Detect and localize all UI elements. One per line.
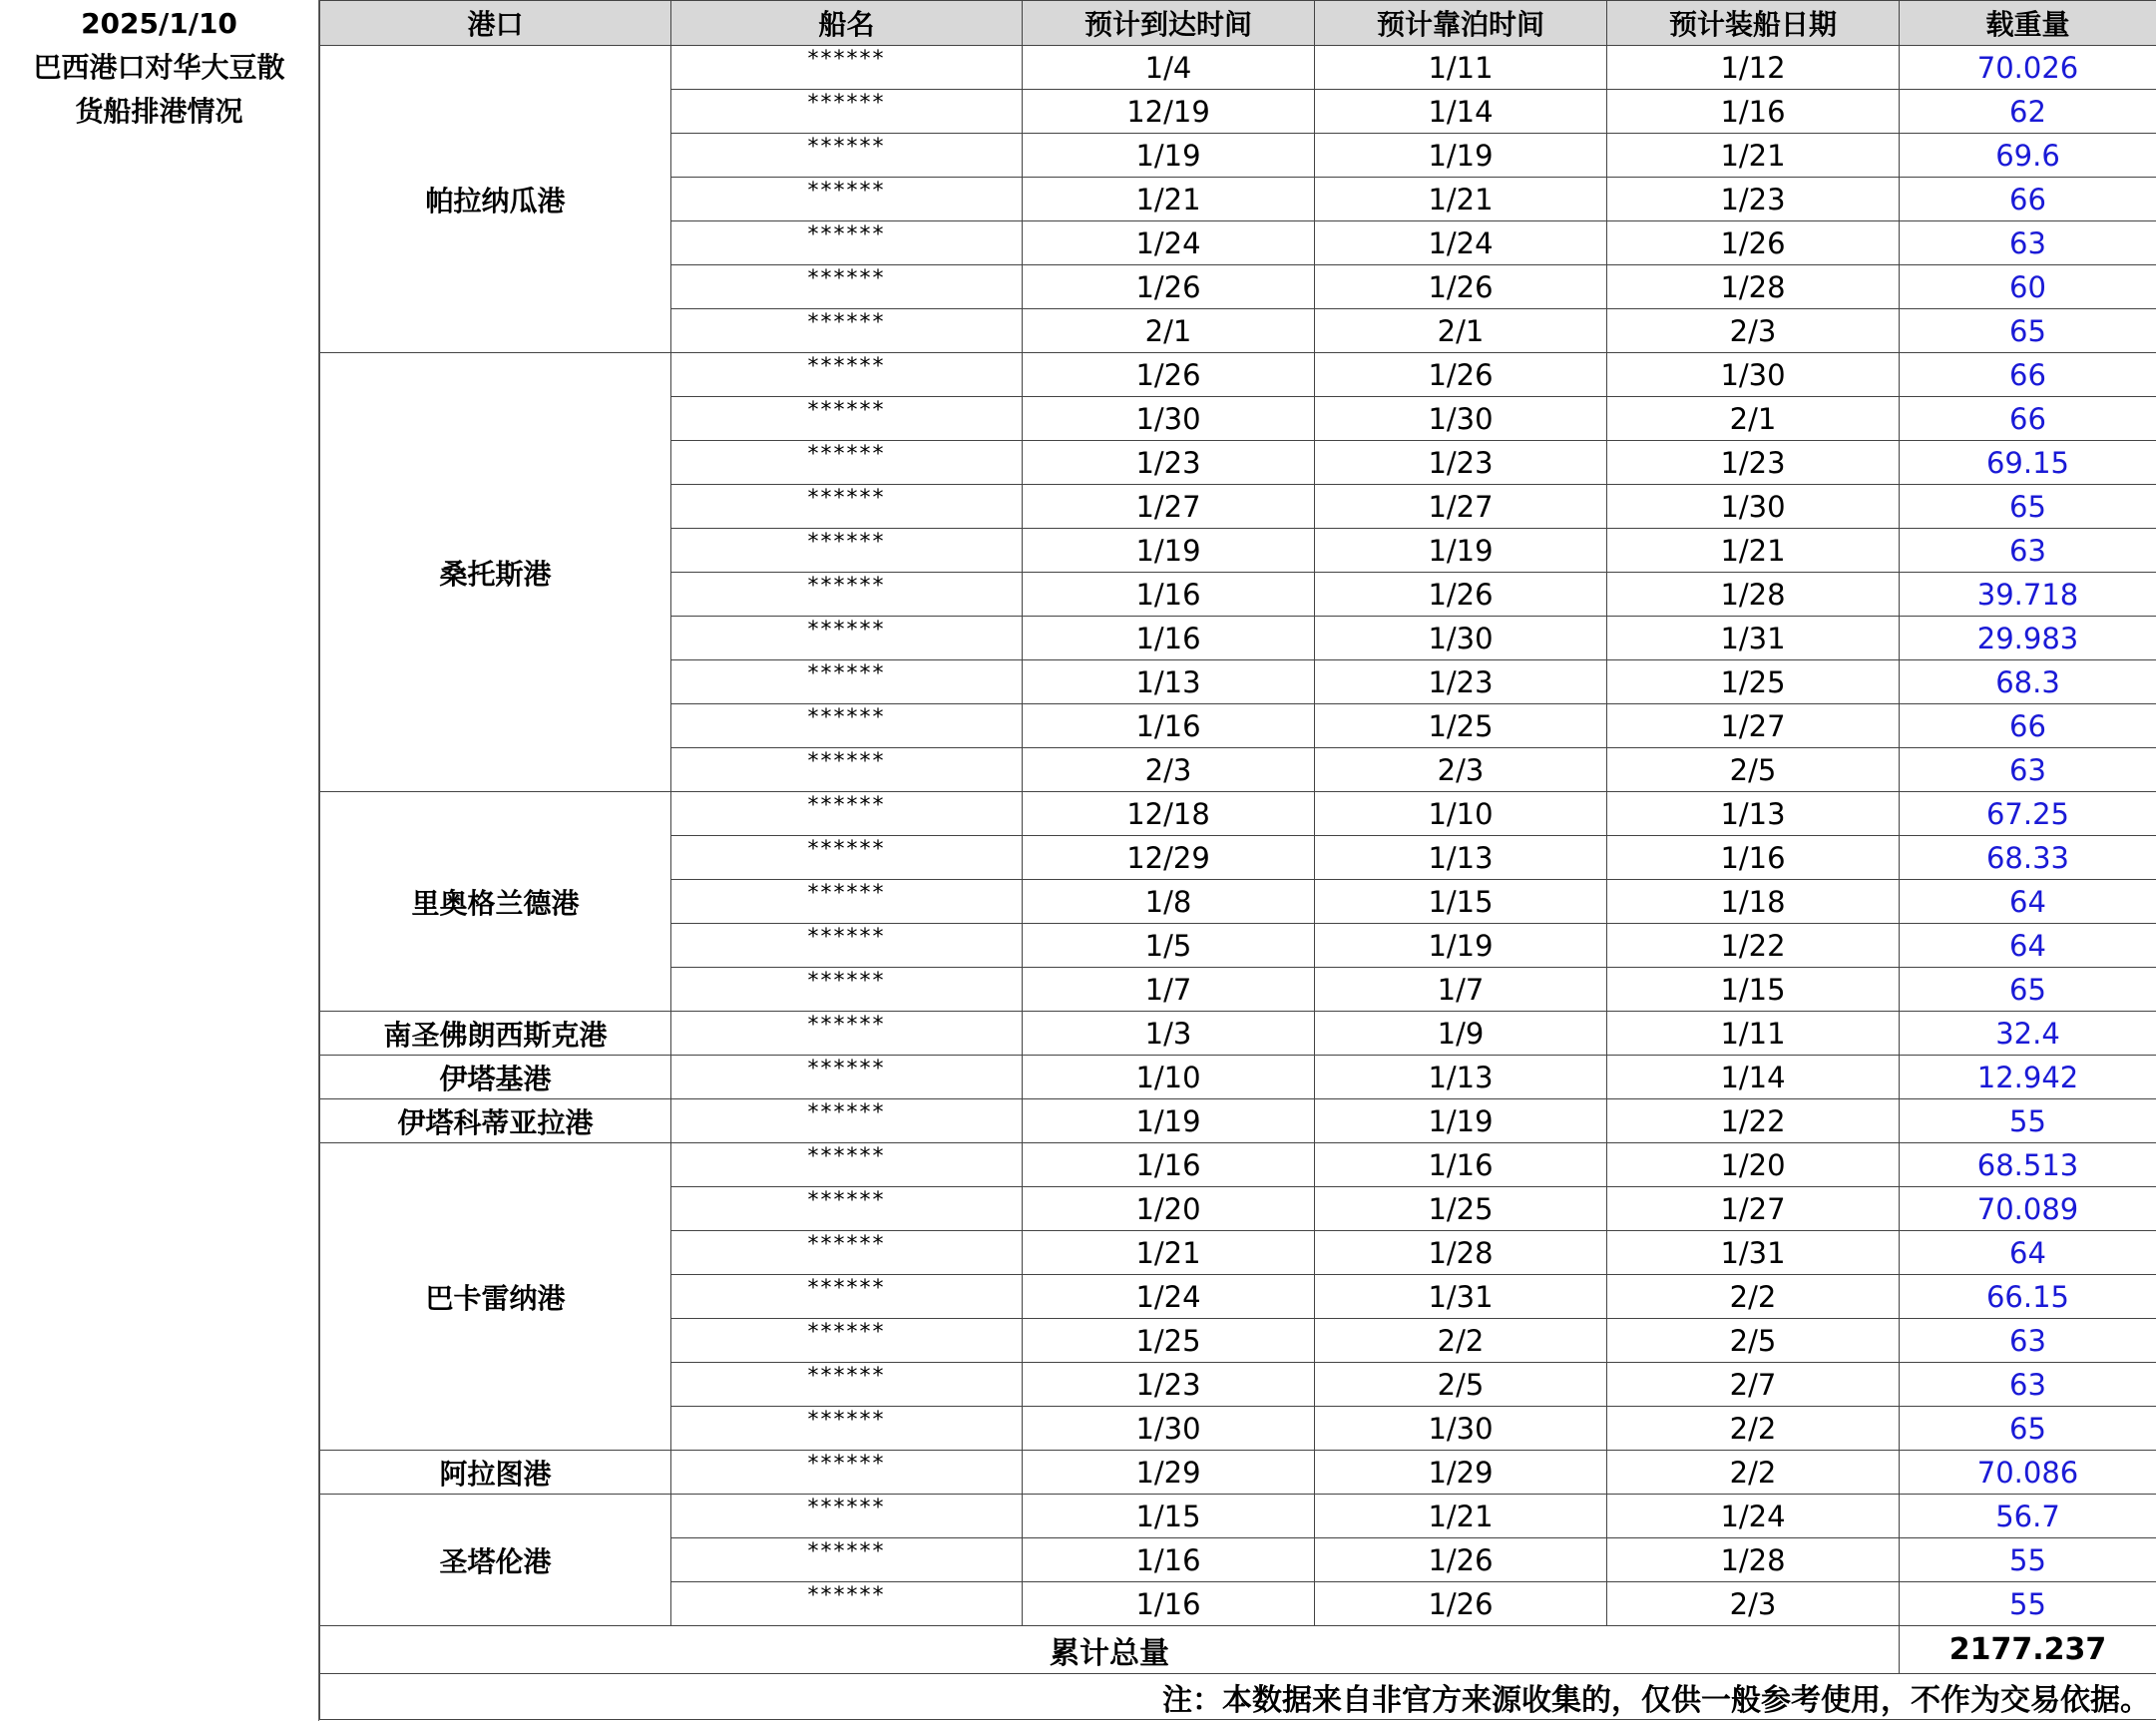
- etb-cell[interactable]: 1/11: [1315, 46, 1607, 90]
- eta-cell[interactable]: 1/16: [1023, 1143, 1315, 1187]
- load-date-cell[interactable]: 2/5: [1607, 748, 1900, 792]
- load-date-cell[interactable]: 1/22: [1607, 1099, 1900, 1143]
- etb-cell[interactable]: 1/13: [1315, 836, 1607, 880]
- weight-cell[interactable]: 69.15: [1900, 441, 2156, 485]
- eta-cell[interactable]: 1/5: [1023, 924, 1315, 968]
- etb-cell[interactable]: 1/23: [1315, 441, 1607, 485]
- etb-cell[interactable]: 1/26: [1315, 1582, 1607, 1626]
- etb-cell[interactable]: 1/26: [1315, 573, 1607, 617]
- table-row: [320, 1056, 2156, 1099]
- table-row: [320, 1495, 2156, 1538]
- eta-cell[interactable]: 1/16: [1023, 617, 1315, 660]
- etb-cell[interactable]: 1/30: [1315, 1407, 1607, 1451]
- load-date-cell[interactable]: 1/15: [1607, 968, 1900, 1012]
- load-date-cell[interactable]: 1/28: [1607, 1538, 1900, 1582]
- eta-cell[interactable]: 1/21: [1023, 178, 1315, 221]
- weight-cell[interactable]: 65: [1900, 968, 2156, 1012]
- ship-name-cell[interactable]: ******: [671, 792, 1023, 836]
- report-date: 2025/1/10: [81, 7, 237, 40]
- ship-name-cell[interactable]: ******: [671, 1538, 1023, 1582]
- eta-cell[interactable]: 1/29: [1023, 1451, 1315, 1495]
- weight-cell[interactable]: 39.718: [1900, 573, 2156, 617]
- eta-cell[interactable]: 1/26: [1023, 265, 1315, 309]
- ship-name-cell[interactable]: ******: [671, 265, 1023, 309]
- etb-cell[interactable]: 1/30: [1315, 397, 1607, 441]
- port-name-cell[interactable]: 阿拉图港: [320, 1451, 671, 1495]
- etb-cell[interactable]: 1/26: [1315, 265, 1607, 309]
- header-etb[interactable]: 预计靠泊时间: [1315, 1, 1607, 46]
- load-date-cell[interactable]: 2/2: [1607, 1407, 1900, 1451]
- weight-cell[interactable]: 66: [1900, 178, 2156, 221]
- etb-cell[interactable]: 1/15: [1315, 880, 1607, 924]
- weight-cell[interactable]: 55: [1900, 1538, 2156, 1582]
- ship-schedule-table: [319, 0, 2156, 1720]
- eta-cell[interactable]: 1/30: [1023, 1407, 1315, 1451]
- load-date-cell[interactable]: 1/22: [1607, 924, 1900, 968]
- etb-cell[interactable]: 1/30: [1315, 617, 1607, 660]
- ship-name-cell[interactable]: ******: [671, 221, 1023, 265]
- etb-cell[interactable]: 1/16: [1315, 1143, 1607, 1187]
- load-date-cell[interactable]: 2/3: [1607, 1582, 1900, 1626]
- load-date-cell[interactable]: 1/28: [1607, 265, 1900, 309]
- etb-cell[interactable]: 1/29: [1315, 1451, 1607, 1495]
- load-date-cell[interactable]: 1/14: [1607, 1056, 1900, 1099]
- weight-cell[interactable]: 70.089: [1900, 1187, 2156, 1231]
- table-body: [320, 46, 2156, 1626]
- etb-cell[interactable]: 1/31: [1315, 1275, 1607, 1319]
- etb-cell[interactable]: 2/5: [1315, 1363, 1607, 1407]
- weight-cell[interactable]: 66: [1900, 704, 2156, 748]
- load-date-cell[interactable]: 2/1: [1607, 397, 1900, 441]
- header-row: [320, 1, 2156, 46]
- etb-cell[interactable]: 1/14: [1315, 90, 1607, 134]
- weight-cell[interactable]: 65: [1900, 1407, 2156, 1451]
- load-date-cell[interactable]: 1/27: [1607, 704, 1900, 748]
- etb-cell[interactable]: 1/19: [1315, 134, 1607, 178]
- weight-cell[interactable]: 63: [1900, 529, 2156, 573]
- load-date-cell[interactable]: 1/11: [1607, 1012, 1900, 1056]
- ship-name-cell[interactable]: ******: [671, 748, 1023, 792]
- load-date-cell[interactable]: 2/3: [1607, 309, 1900, 353]
- etb-cell[interactable]: 1/19: [1315, 529, 1607, 573]
- ship-name-cell[interactable]: ******: [671, 46, 1023, 90]
- etb-cell[interactable]: 1/24: [1315, 221, 1607, 265]
- etb-cell[interactable]: 1/10: [1315, 792, 1607, 836]
- etb-cell[interactable]: 2/1: [1315, 309, 1607, 353]
- table-row: [320, 1012, 2156, 1056]
- ship-name-cell[interactable]: ******: [671, 924, 1023, 968]
- eta-cell[interactable]: 12/19: [1023, 90, 1315, 134]
- weight-cell[interactable]: 65: [1900, 485, 2156, 529]
- ship-name-cell[interactable]: ******: [671, 836, 1023, 880]
- ship-name-cell[interactable]: ******: [671, 134, 1023, 178]
- load-date-cell[interactable]: 1/21: [1607, 529, 1900, 573]
- weight-cell[interactable]: 70.026: [1900, 46, 2156, 90]
- disclaimer-note[interactable]: 注：本数据来自非官方来源收集的，仅供一般参考使用，不作为交易依据。: [320, 1674, 2156, 1720]
- table-row: [320, 1143, 2156, 1187]
- load-date-cell[interactable]: 1/24: [1607, 1495, 1900, 1538]
- eta-cell[interactable]: 1/4: [1023, 46, 1315, 90]
- weight-cell[interactable]: 60: [1900, 265, 2156, 309]
- weight-cell[interactable]: 63: [1900, 221, 2156, 265]
- etb-cell[interactable]: 1/26: [1315, 1538, 1607, 1582]
- etb-cell[interactable]: 1/23: [1315, 660, 1607, 704]
- load-date-cell[interactable]: 1/16: [1607, 836, 1900, 880]
- eta-cell[interactable]: 1/23: [1023, 1363, 1315, 1407]
- ship-name-cell[interactable]: ******: [671, 309, 1023, 353]
- port-name-cell[interactable]: 里奥格兰德港: [320, 792, 671, 1012]
- load-date-cell[interactable]: 2/5: [1607, 1319, 1900, 1363]
- ship-name-cell[interactable]: ******: [671, 397, 1023, 441]
- eta-cell[interactable]: 2/3: [1023, 748, 1315, 792]
- eta-cell[interactable]: 1/27: [1023, 485, 1315, 529]
- eta-cell[interactable]: 1/16: [1023, 1582, 1315, 1626]
- weight-cell[interactable]: 62: [1900, 90, 2156, 134]
- ship-name-cell[interactable]: ******: [671, 485, 1023, 529]
- port-name-cell[interactable]: 桑托斯港: [320, 353, 671, 792]
- eta-cell[interactable]: 1/19: [1023, 1099, 1315, 1143]
- eta-cell[interactable]: 1/24: [1023, 1275, 1315, 1319]
- header-weight[interactable]: 载重量: [1900, 1, 2156, 46]
- etb-cell[interactable]: 1/25: [1315, 704, 1607, 748]
- eta-cell[interactable]: 1/10: [1023, 1056, 1315, 1099]
- weight-cell[interactable]: 63: [1900, 1363, 2156, 1407]
- port-name-cell[interactable]: 南圣佛朗西斯克港: [320, 1012, 671, 1056]
- ship-name-cell[interactable]: ******: [671, 1275, 1023, 1319]
- weight-cell[interactable]: 64: [1900, 880, 2156, 924]
- weight-cell[interactable]: 69.6: [1900, 134, 2156, 178]
- eta-cell[interactable]: 12/29: [1023, 836, 1315, 880]
- load-date-cell[interactable]: 1/31: [1607, 1231, 1900, 1275]
- eta-cell[interactable]: 1/8: [1023, 880, 1315, 924]
- eta-cell[interactable]: 1/19: [1023, 529, 1315, 573]
- eta-cell[interactable]: 1/13: [1023, 660, 1315, 704]
- etb-cell[interactable]: 1/26: [1315, 353, 1607, 397]
- etb-cell[interactable]: 1/27: [1315, 485, 1607, 529]
- eta-cell[interactable]: 1/7: [1023, 968, 1315, 1012]
- load-date-cell[interactable]: 2/7: [1607, 1363, 1900, 1407]
- ship-name-cell[interactable]: ******: [671, 1495, 1023, 1538]
- ship-name-cell[interactable]: ******: [671, 1407, 1023, 1451]
- ship-name-cell[interactable]: ******: [671, 968, 1023, 1012]
- table-row: [320, 353, 2156, 397]
- etb-cell[interactable]: 1/21: [1315, 1495, 1607, 1538]
- report-title-line-1: 巴西港口对华大豆散: [33, 51, 285, 84]
- load-date-cell[interactable]: 1/13: [1607, 792, 1900, 836]
- total-value[interactable]: 2177.237: [1900, 1626, 2156, 1674]
- weight-cell[interactable]: 63: [1900, 748, 2156, 792]
- load-date-cell[interactable]: 2/2: [1607, 1275, 1900, 1319]
- etb-cell[interactable]: 1/19: [1315, 924, 1607, 968]
- load-date-cell[interactable]: 1/25: [1607, 660, 1900, 704]
- load-date-cell[interactable]: 1/30: [1607, 485, 1900, 529]
- weight-cell[interactable]: 64: [1900, 1231, 2156, 1275]
- ship-name-cell[interactable]: ******: [671, 1056, 1023, 1099]
- eta-cell[interactable]: 1/16: [1023, 1538, 1315, 1582]
- weight-cell[interactable]: 67.25: [1900, 792, 2156, 836]
- weight-cell[interactable]: 56.7: [1900, 1495, 2156, 1538]
- header-port[interactable]: 港口: [320, 1, 671, 46]
- etb-cell[interactable]: 1/25: [1315, 1187, 1607, 1231]
- eta-cell[interactable]: 12/18: [1023, 792, 1315, 836]
- report-title-line-2: 货船排港情况: [75, 95, 243, 128]
- ship-name-cell[interactable]: ******: [671, 353, 1023, 397]
- eta-cell[interactable]: 1/21: [1023, 1231, 1315, 1275]
- load-date-cell[interactable]: 1/23: [1607, 441, 1900, 485]
- total-row: [320, 1626, 2156, 1674]
- eta-cell[interactable]: 1/16: [1023, 573, 1315, 617]
- eta-cell[interactable]: 1/15: [1023, 1495, 1315, 1538]
- note-row: [320, 1674, 2156, 1720]
- load-date-cell[interactable]: 1/23: [1607, 178, 1900, 221]
- ship-name-cell[interactable]: ******: [671, 617, 1023, 660]
- weight-cell[interactable]: 55: [1900, 1099, 2156, 1143]
- ship-name-cell[interactable]: ******: [671, 529, 1023, 573]
- weight-cell[interactable]: 68.3: [1900, 660, 2156, 704]
- weight-cell[interactable]: 55: [1900, 1582, 2156, 1626]
- sheet-title-cell: [0, 0, 319, 1721]
- ship-name-cell[interactable]: ******: [671, 1363, 1023, 1407]
- ship-name-cell[interactable]: ******: [671, 1319, 1023, 1363]
- ship-name-cell[interactable]: ******: [671, 1143, 1023, 1187]
- ship-name-cell[interactable]: ******: [671, 660, 1023, 704]
- ship-name-cell[interactable]: ******: [671, 1582, 1023, 1626]
- weight-cell[interactable]: 12.942: [1900, 1056, 2156, 1099]
- weight-cell[interactable]: 32.4: [1900, 1012, 2156, 1056]
- eta-cell[interactable]: 1/30: [1023, 397, 1315, 441]
- weight-cell[interactable]: 68.513: [1900, 1143, 2156, 1187]
- total-label[interactable]: 累计总量: [320, 1626, 1900, 1674]
- header-eta[interactable]: 预计到达时间: [1023, 1, 1315, 46]
- weight-cell[interactable]: 65: [1900, 309, 2156, 353]
- load-date-cell[interactable]: 1/20: [1607, 1143, 1900, 1187]
- table-row: [320, 1451, 2156, 1495]
- header-load-date[interactable]: 预计装船日期: [1607, 1, 1900, 46]
- ship-name-cell[interactable]: ******: [671, 704, 1023, 748]
- ship-name-cell[interactable]: ******: [671, 573, 1023, 617]
- weight-cell[interactable]: 70.086: [1900, 1451, 2156, 1495]
- weight-cell[interactable]: 66: [1900, 353, 2156, 397]
- ship-name-cell[interactable]: ******: [671, 1231, 1023, 1275]
- eta-cell[interactable]: 1/16: [1023, 704, 1315, 748]
- etb-cell[interactable]: 1/21: [1315, 178, 1607, 221]
- eta-cell[interactable]: 2/1: [1023, 309, 1315, 353]
- ship-name-cell[interactable]: ******: [671, 441, 1023, 485]
- ship-name-cell[interactable]: ******: [671, 1187, 1023, 1231]
- table-row: [320, 1099, 2156, 1143]
- etb-cell[interactable]: 1/9: [1315, 1012, 1607, 1056]
- weight-cell[interactable]: 29.983: [1900, 617, 2156, 660]
- port-name-cell[interactable]: 圣塔伦港: [320, 1495, 671, 1626]
- etb-cell[interactable]: 1/19: [1315, 1099, 1607, 1143]
- etb-cell[interactable]: 1/13: [1315, 1056, 1607, 1099]
- load-date-cell[interactable]: 1/12: [1607, 46, 1900, 90]
- etb-cell[interactable]: 2/2: [1315, 1319, 1607, 1363]
- eta-cell[interactable]: 1/26: [1023, 353, 1315, 397]
- weight-cell[interactable]: 68.33: [1900, 836, 2156, 880]
- header-ship[interactable]: 船名: [671, 1, 1023, 46]
- ship-name-cell[interactable]: ******: [671, 178, 1023, 221]
- ship-name-cell[interactable]: ******: [671, 880, 1023, 924]
- port-name-cell[interactable]: 巴卡雷纳港: [320, 1143, 671, 1451]
- port-name-cell[interactable]: 伊塔科蒂亚拉港: [320, 1099, 671, 1143]
- eta-cell[interactable]: 1/3: [1023, 1012, 1315, 1056]
- eta-cell[interactable]: 1/20: [1023, 1187, 1315, 1231]
- load-date-cell[interactable]: 1/30: [1607, 353, 1900, 397]
- weight-cell[interactable]: 63: [1900, 1319, 2156, 1363]
- ship-name-cell[interactable]: ******: [671, 90, 1023, 134]
- eta-cell[interactable]: 1/19: [1023, 134, 1315, 178]
- ship-name-cell[interactable]: ******: [671, 1012, 1023, 1056]
- load-date-cell[interactable]: 1/21: [1607, 134, 1900, 178]
- ship-name-cell[interactable]: ******: [671, 1099, 1023, 1143]
- load-date-cell[interactable]: 1/16: [1607, 90, 1900, 134]
- weight-cell[interactable]: 64: [1900, 924, 2156, 968]
- load-date-cell[interactable]: 1/27: [1607, 1187, 1900, 1231]
- load-date-cell[interactable]: 2/2: [1607, 1451, 1900, 1495]
- table-row: [320, 46, 2156, 90]
- load-date-cell[interactable]: 1/28: [1607, 573, 1900, 617]
- ship-name-cell[interactable]: ******: [671, 1451, 1023, 1495]
- load-date-cell[interactable]: 1/26: [1607, 221, 1900, 265]
- weight-cell[interactable]: 66: [1900, 397, 2156, 441]
- table-row: [320, 792, 2156, 836]
- etb-cell[interactable]: 1/28: [1315, 1231, 1607, 1275]
- etb-cell[interactable]: 1/7: [1315, 968, 1607, 1012]
- etb-cell[interactable]: 2/3: [1315, 748, 1607, 792]
- load-date-cell[interactable]: 1/31: [1607, 617, 1900, 660]
- eta-cell[interactable]: 1/25: [1023, 1319, 1315, 1363]
- eta-cell[interactable]: 1/23: [1023, 441, 1315, 485]
- port-name-cell[interactable]: 帕拉纳瓜港: [320, 46, 671, 353]
- eta-cell[interactable]: 1/24: [1023, 221, 1315, 265]
- load-date-cell[interactable]: 1/18: [1607, 880, 1900, 924]
- port-name-cell[interactable]: 伊塔基港: [320, 1056, 671, 1099]
- weight-cell[interactable]: 66.15: [1900, 1275, 2156, 1319]
